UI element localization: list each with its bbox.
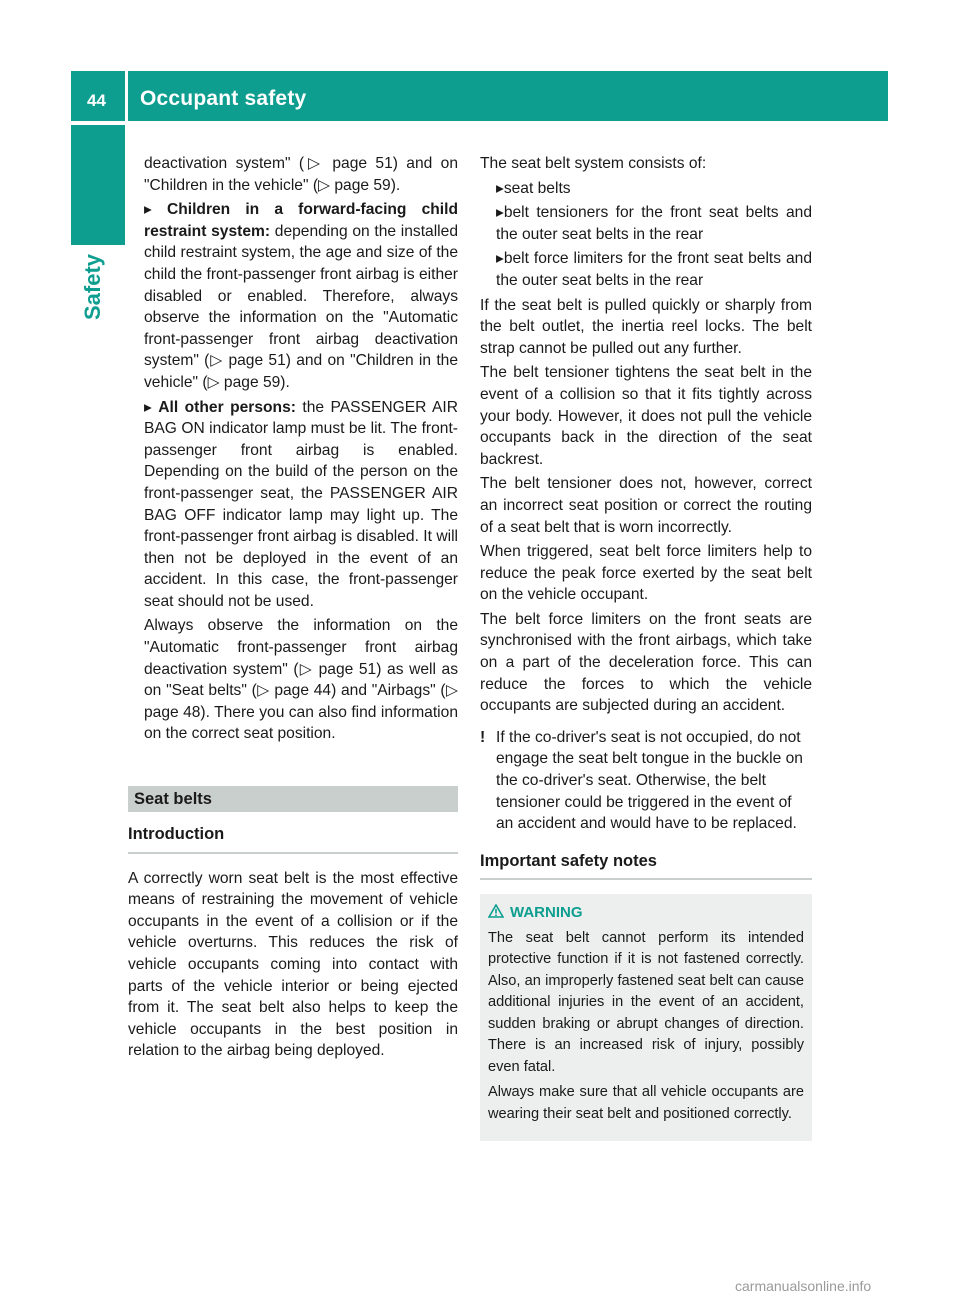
paragraph-inertia-reel: If the seat belt is pulled quickly or sharply from the belt outlet, the inertia reel locks. The belt strap cannot be pulled out any further. <box>480 296 812 357</box>
caution-note-text: If the co-driver's seat is not occupied, do not engage the seat belt tongue in the buckle on the co-driver's seat. Otherwise, the belt tensioner could be triggered in the event of an accident and would have to be replaced. <box>496 728 803 833</box>
list-item: ▸ belt tensioners for the front seat belts and the outer seat belts in the rear <box>480 202 812 245</box>
section-heading: Seat belts <box>128 786 458 812</box>
left-column <box>128 153 458 1065</box>
list-item: ▸ belt force limiters for the front seat belts and the outer seat belts in the rear <box>480 248 812 291</box>
side-tab-label: Safety <box>80 253 105 320</box>
bullet-other-persons <box>128 397 458 613</box>
caution-note <box>480 727 812 835</box>
continued-paragraph: deactivation system" (▷ page 51) and on "Children in the vehicle" (▷ page 59). <box>144 155 458 194</box>
right-column <box>480 153 812 1141</box>
paragraph-belt-tensioner: The belt tensioner tightens the seat belt in the event of a collision so that it fits tightly across your body. However, it does not pull the vehicle occupants back in the direction of the seat backrest. <box>480 364 812 468</box>
page-title: Occupant safety <box>140 87 307 110</box>
list-item: ▸ seat belts <box>480 178 812 200</box>
paragraph-tensioner-limits: The belt tensioner does not, however, correct an incorrect seat position or correct the routing of a seat belt that is worn incorrectly. <box>480 475 812 536</box>
introduction-paragraph: A correctly worn seat belt is the most effective means of restraining the movement of vehicle occupants in the event of a collision or if the vehicle overturns. This reduces the risk of vehicle occupants coming into contact with parts of the vehicle interior or being ejected from it. The seat belt also helps to keep the vehicle occupants in the best position in relation to the airbag being deployed. <box>128 869 458 1060</box>
bullet-forward-facing <box>128 199 458 393</box>
bullet-other-persons-note: Always observe the information on the "Automatic front-passenger front airbag deactivation system" (▷ page 51) as well as on "Seat belts" (▷ page 44) and "Airbags" (▷ page 48). There you can also find information on the correct seat position. <box>144 617 458 743</box>
warning-title-text: WARNING <box>510 904 583 922</box>
exclamation-icon: ! <box>480 728 486 746</box>
bullet-other-persons-text: the PASSENGER AIR BAG ON indicator lamp must be lit. The front-passenger front airbag is enabled. Depending on the build of the person on the front-passenger seat, the PASSENGER AIR BAG OFF indicator lamp may light up. The front-passenger front airbag is disabled. It will then not be deployed in the event of an accident. In this case, the front-passenger seat should not be used. <box>144 398 458 610</box>
system-intro: The seat belt system consists of: <box>480 155 707 172</box>
side-tab-block <box>71 125 125 245</box>
subheading-safety-notes: Important safety notes <box>480 851 812 881</box>
subheading-introduction: Introduction <box>128 824 458 854</box>
header-divider <box>125 71 128 121</box>
page-number: 44 <box>87 91 106 110</box>
warning-text-2: Always make sure that all vehicle occupants are wearing their seat belt and positioned correctly. <box>488 1084 804 1122</box>
warning-title <box>488 902 804 924</box>
bullet-other-persons-label: All other persons: <box>158 398 296 416</box>
warning-text-1: The seat belt cannot perform its intended protective function if it is not fastened correctly. Also, an improperly fastened seat belt can cause additional injuries in the event of an accident, sudden braking or abrupt changes of direction. There is an increased risk of injury, possibly even fatal. <box>488 929 804 1075</box>
warning-triangle-icon <box>488 904 504 918</box>
warning-box <box>480 894 812 1141</box>
paragraph-synchronised: The belt force limiters on the front seats are synchronised with the front airbags, which take on a part of the deceleration force. This can reduce the forces to which the vehicle occupants are subjected during an accident. <box>480 610 812 715</box>
footer-watermark: carmanualsonline.info <box>735 1278 872 1294</box>
bullet-forward-facing-text: depending on the installed child restraint system, the age and size of the child the front-passenger front airbag is either disabled or enabled. Therefore, always observe the information on the "Automatic front-passenger front airbag deactivation system" (▷ page 51) and on "Children in the vehicle" (▷ page 59). <box>144 222 458 391</box>
bullet-forward-facing-label: Children in a forward-facing child restraint system: <box>144 201 458 240</box>
paragraph-force-limiters: When triggered, seat belt force limiters help to reduce the peak force exerted by the seat belt on the vehicle occupant. <box>480 543 812 604</box>
